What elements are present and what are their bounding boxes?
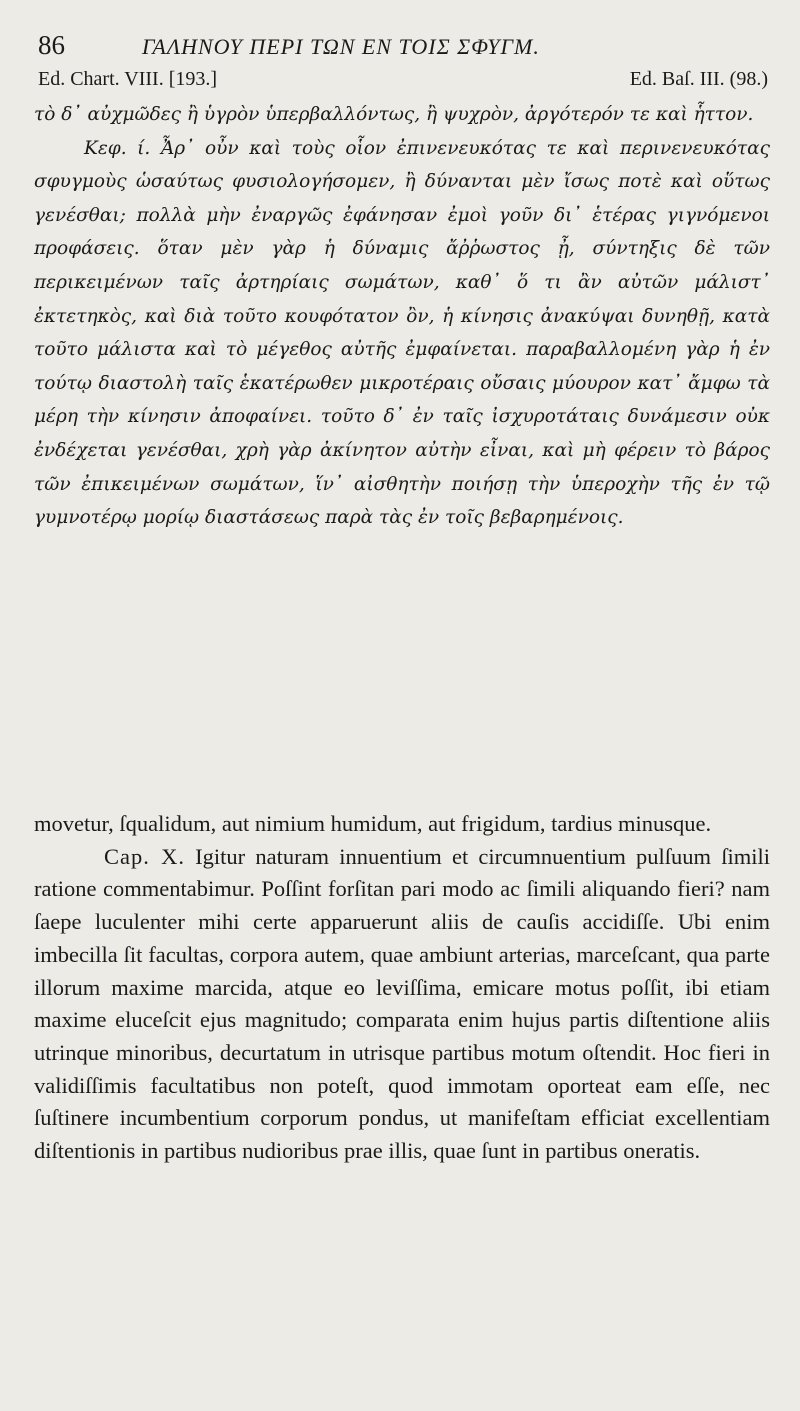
latin-text [34, 808, 770, 1168]
greek-paragraph [34, 132, 770, 535]
page-header [34, 22, 770, 66]
latin-paragraph [34, 841, 770, 1168]
edition-references [34, 66, 770, 98]
edition-ref-chartier: Ed. Chart. VIII. [193.] [38, 68, 218, 90]
running-title: ΓΑΛΗΝΟΥ ΠΕΡΙ ΤΩΝ ΕΝ ΤΟΙΣ ΣΦΥΓΜ. [142, 34, 540, 59]
latin-chapter-text: Igitur naturam innuentium et circumnuentium pulſuum ſimili ratione commentabimur. Poſſint forſitan pari modo ac ſimili aliquando fieri? nam ſaepe luculenter mihi certe apparuerunt aliis de cauſis accidiſſe. Ubi enim imbecilla ſit facultas, corpora autem, quae ambiunt arterias, marceſcant, qua parte illorum maxime marcida, atque eo leviſſima, emicare motus poſſit, ibi etiam maxime eluceſcit ejus magnitudo; comparata enim hujus partis diſtentione aliis utrinque minoribus, decurtatum in utrisque partibus motum oſtendit. Hoc fieri in validiſſimis facultatibus non poteſt, quod immotam oporteat eam eſſe, nec ſuſtinere incumbentium corporum pondus, ut manifeſtam efficiat excellentiam diſtentionis in partibus nudioribus prae illis, quae ſunt in partibus oneratis. [34, 843, 771, 1164]
page-number: 86 [38, 30, 65, 60]
greek-text [34, 98, 770, 535]
greek-chapter-label: Κεφ. ί. [84, 137, 151, 159]
edition-ref-basel: Ed. Baſ. III. (98.) [629, 68, 768, 90]
latin-paragraph: movetur, ſqualidum, aut nimium humidum, aut frigidum, tardius minusque. [34, 811, 712, 836]
latin-chapter-label: Cap. X. [104, 843, 185, 869]
greek-chapter-text: Ἆρ᾽ οὖν καὶ τοὺς οἷον ἐπινενευκότας τε καὶ περινενευκότας σφυγμοὺς ὡσαύτως φυσιολογήσομεν, ἢ δύνανται μὲν ἴσως ποτὲ καὶ οὕτως γενέσθαι; πολλὰ μὴν ἐναργῶς ἐφάνησαν ἐμοὶ γοῦν δι᾽ ἑτέρας γιγνόμενοι προφάσεις. ὅταν μὲν γὰρ ἡ δύναμις ἄῤῥωστος ᾖ, σύντηξις δὲ τῶν περικειμένων ταῖς ἀρτηρίαις σωμάτων, καθ᾽ ὅ τι ἂν αὐτῶν μάλιστ᾽ ἐκτετηκὸς, καὶ διὰ τοῦτο κουφότατον ὂν, ἡ κίνησις ἀνακύψαι δυνηθῇ, κατὰ τοῦτο μάλιστα καὶ τὸ μέγεθος αὐτῆς ἐμφαίνεται. παραβαλλομένη γὰρ ἡ ἐν τούτῳ διαστολὴ ταῖς ἑκατέρωθεν μικροτέραις οὔσαις μύουρον κατ᾽ ἄμφω τὰ μέρη τὴν κίνησιν ἀποφαίνει. τοῦτο δ᾽ ἐν ταῖς ἰσχυροτάταις δυνάμεσιν οὐκ ἐνδέχεται γενέσθαι, χρὴ γὰρ ἀκίνητον αὐτὴν εἶναι, καὶ μὴ φέρειν τὸ βάρος τῶν ἐπικειμένων σωμάτων, ἵν᾽ αἰσθητὴν ποιήσῃ τὴν ὑπεροχὴν τῆς ἐν τῷ γυμνοτέρῳ μορίῳ διαστάσεως παρὰ τὰς ἐν τοῖς βεβαρημένοις. [34, 137, 770, 529]
greek-paragraph: τὸ δ᾽ αὐχμῶδες ἢ ὑγρὸν ὑπερβαλλόντως, ἢ ψυχρὸν, ἀργότερόν τε καὶ ἧττον. [34, 104, 754, 125]
